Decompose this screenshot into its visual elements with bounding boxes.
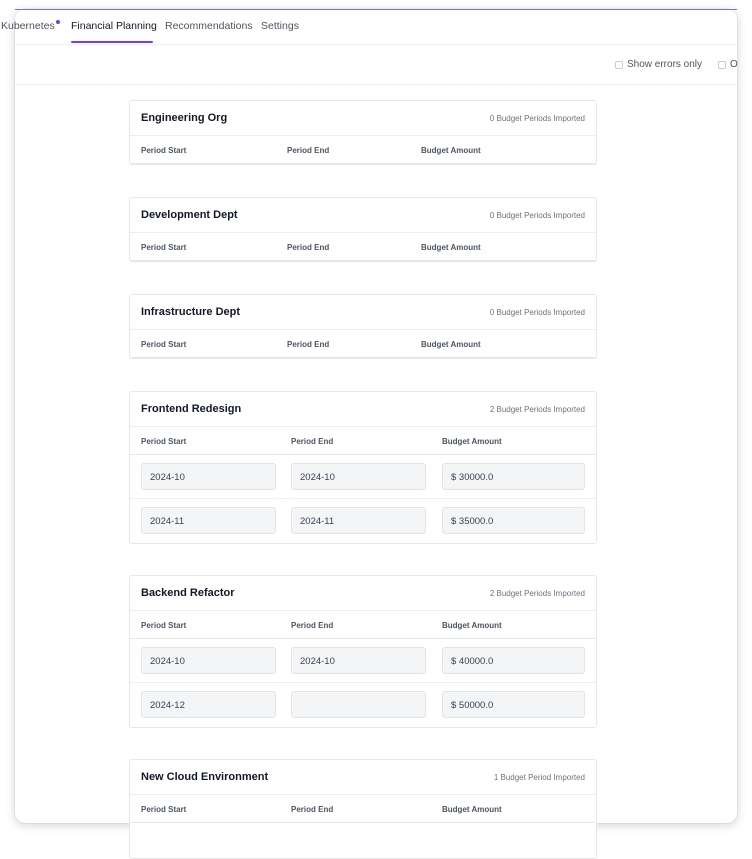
column-headers <box>130 330 596 358</box>
tab-settings[interactable]: Settings <box>261 20 299 32</box>
tab-bar <box>1 9 737 45</box>
show-errors-only-label: Show errors only <box>627 59 703 70</box>
budget-card-engineering-org <box>129 100 597 165</box>
column-period-end: Period End <box>291 805 334 814</box>
column-period-end: Period End <box>291 621 334 630</box>
card-header <box>130 198 596 233</box>
imported-count: 2 Budget Periods Imported <box>489 405 585 414</box>
column-period-start: Period Start <box>141 146 187 155</box>
period-end-field[interactable]: 2024-10 <box>291 463 426 490</box>
column-headers <box>130 233 596 261</box>
imported-count: 2 Budget Periods Imported <box>489 589 585 598</box>
budget-amount-field[interactable]: $ 35000.0 <box>442 507 585 534</box>
period-start-field[interactable]: 2024-10 <box>141 647 276 674</box>
column-period-end: Period End <box>291 437 334 446</box>
tab-financial-planning[interactable]: Financial Planning <box>71 20 157 32</box>
imported-count: 0 Budget Periods Imported <box>489 211 585 220</box>
column-budget-amount: Budget Amount <box>442 437 502 446</box>
budget-card-backend-refactor <box>129 575 597 728</box>
card-header <box>130 760 596 795</box>
column-headers <box>130 427 596 455</box>
period-end-field[interactable] <box>291 691 426 718</box>
period-end-field[interactable]: 2024-11 <box>291 507 426 534</box>
card-header <box>130 295 596 330</box>
budget-list <box>15 86 737 823</box>
period-start-field[interactable]: 2024-10 <box>141 463 276 490</box>
column-headers <box>130 795 596 823</box>
app-window <box>1 9 738 823</box>
column-period-start: Period Start <box>141 340 187 349</box>
column-headers <box>130 136 596 164</box>
budget-card-development-dept <box>129 197 597 262</box>
period-start-field[interactable]: 2024-12 <box>141 691 276 718</box>
budget-period-row <box>130 499 596 543</box>
card-title: Frontend Redesign <box>141 403 242 415</box>
column-budget-amount: Budget Amount <box>421 146 481 155</box>
budget-card-frontend-redesign <box>129 391 597 544</box>
budget-amount-field[interactable]: $ 50000.0 <box>442 691 585 718</box>
card-title: Development Dept <box>141 209 238 221</box>
budget-card-new-cloud-environment <box>129 759 597 859</box>
card-title: Backend Refactor <box>141 587 235 599</box>
tab-recommendations[interactable]: Recommendations <box>165 20 253 32</box>
second-filter-checkbox[interactable] <box>718 61 726 69</box>
column-period-end: Period End <box>287 146 330 155</box>
period-start-field[interactable]: 2024-11 <box>141 507 276 534</box>
imported-count: 0 Budget Periods Imported <box>489 114 585 123</box>
column-budget-amount: Budget Amount <box>442 621 502 630</box>
second-filter-label: O <box>730 59 738 70</box>
tab-kubernetes[interactable]: Kubernetes <box>1 20 55 32</box>
card-header <box>130 101 596 136</box>
imported-count: 1 Budget Period Imported <box>493 773 585 782</box>
imported-count: 0 Budget Periods Imported <box>489 308 585 317</box>
column-period-end: Period End <box>287 243 330 252</box>
budget-amount-field[interactable]: $ 40000.0 <box>442 647 585 674</box>
column-budget-amount: Budget Amount <box>442 805 502 814</box>
column-budget-amount: Budget Amount <box>421 243 481 252</box>
budget-period-row <box>130 683 596 727</box>
column-period-start: Period Start <box>141 621 187 630</box>
column-headers <box>130 611 596 639</box>
budget-period-row <box>130 455 596 499</box>
budget-period-row <box>130 639 596 683</box>
column-period-end: Period End <box>287 340 330 349</box>
column-period-start: Period Start <box>141 805 187 814</box>
card-title: Infrastructure Dept <box>141 306 241 318</box>
active-tab-indicator <box>71 41 153 43</box>
budget-card-infrastructure-dept <box>129 294 597 359</box>
column-period-start: Period Start <box>141 243 187 252</box>
budget-amount-field[interactable]: $ 30000.0 <box>442 463 585 490</box>
column-period-start: Period Start <box>141 437 187 446</box>
period-end-field[interactable]: 2024-10 <box>291 647 426 674</box>
column-budget-amount: Budget Amount <box>421 340 481 349</box>
second-filter[interactable] <box>718 59 738 70</box>
card-title: New Cloud Environment <box>141 771 269 783</box>
card-header <box>130 392 596 427</box>
show-errors-only-checkbox[interactable] <box>615 61 623 69</box>
card-title: Engineering Org <box>141 112 228 124</box>
notification-dot <box>56 20 60 24</box>
card-header <box>130 576 596 611</box>
filter-toolbar <box>15 45 737 85</box>
show-errors-only-filter[interactable] <box>615 59 702 70</box>
